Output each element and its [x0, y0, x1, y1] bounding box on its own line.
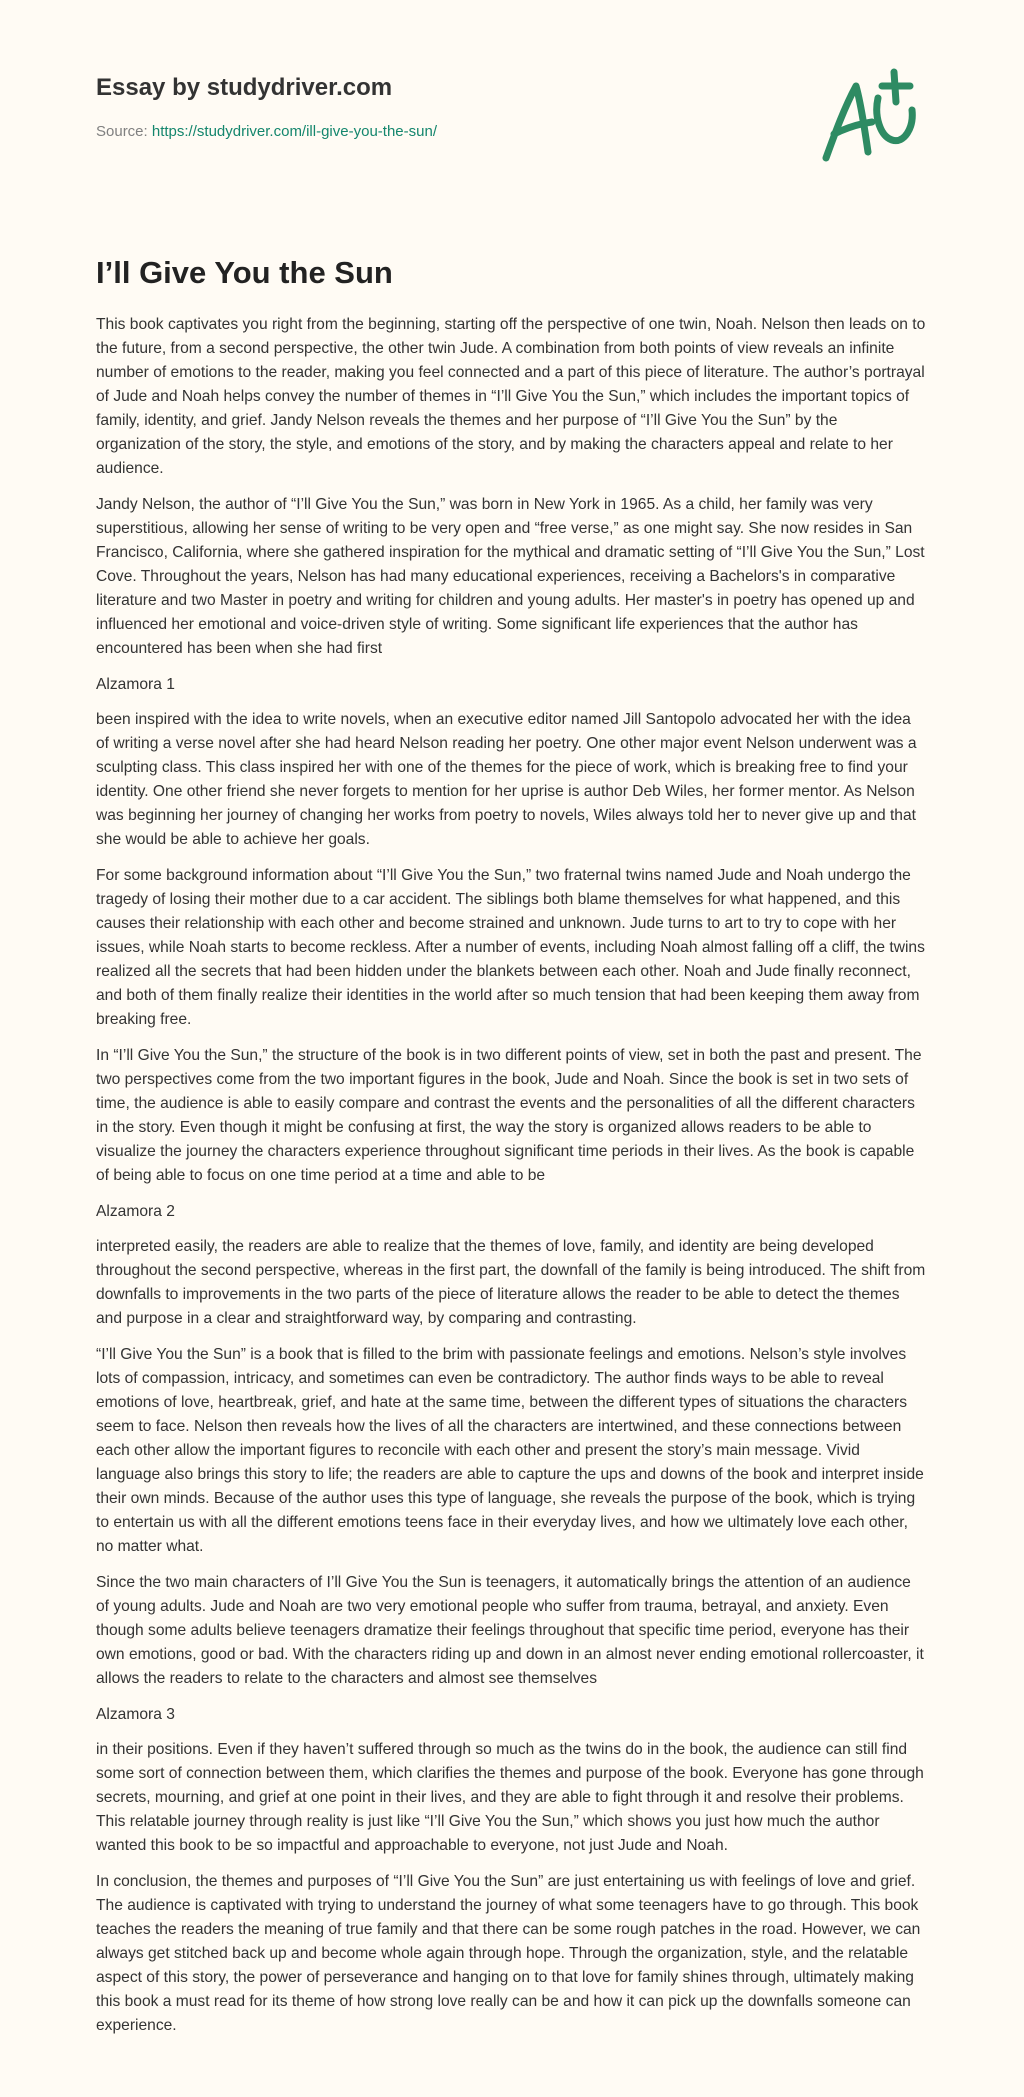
essay-paragraph: been inspired with the idea to write novels, when an executive editor named Jill Santopolo advocated her with the idea of writing a verse novel after she had heard Nelson reading her poetry. One other major event Nelson underwent was a sculpting class. This class inspired her with one of the themes for the piece of work, which is breaking free to find your identity. One other friend she never forgets to mention for her uprise is author Deb Wiles, her former mentor. As Nelson was beginning her journey of changing her works from poetry to novels, Wiles always told her to never give up and that she would be able to achieve her goals. — [96, 711, 917, 849]
essay-body — [96, 313, 926, 2038]
a-plus-logo-icon[interactable] — [820, 66, 920, 166]
essay-paragraph: in their positions. Even if they haven’t suffered through so much as the twins do in the book, the audience can still find some sort of connection between them, which clarifies the themes and purpose of the book. Everyone has gone through secrets, mourning, and grief at one point in their lives, and they are able to fight through it and resolve their problems. This relatable journey through reality is just like “I’ll Give You the Sun,” which shows you just how much the author wanted this book to be so impactful and approachable to everyone, not just Jude and Noah. — [96, 1741, 924, 1855]
page-number-label: Alzamora 3 — [96, 1706, 175, 1724]
essay-paragraph: In “I’ll Give You the Sun,” the structure of the book is in two different points of view, set in both the past and present. The two perspectives come from the two important figures in the book, Jude and Noah. Since the book is set in two sets of time, the audience is able to easily compare and contrast the events and the personalities of all the different characters in the story. Even though it might be confusing at first, the way the story is organized allows readers to be able to visualize the journey the characters experience throughout significant time periods in their lives. As the book is capable of being able to focus on one time period at a time and able to be — [96, 1047, 922, 1185]
brand-title: Essay by studydriver.com — [96, 74, 393, 101]
essay-paragraph: Since the two main characters of I’ll Give You the Sun is teenagers, it automatically brings the attention of an audience of young adults. Jude and Noah are two very emotional people who suffer from trauma, betrayal, and anxiety. Even though some adults believe teenagers dramatize their feelings throughout that specific time period, everyone has their own emotions, good or bad. With the characters riding up and down in an almost never ending emotional rollercoaster, it allows the readers to relate to the characters and almost see themselves — [96, 1574, 924, 1688]
essay-page — [96, 0, 926, 2050]
essay-paragraph: “I’ll Give You the Sun” is a book that is filled to the brim with passionate feelings and emotions. Nelson’s style involves lots of compassion, intricacy, and sometimes can even be contradictory. The author finds ways to be able to reveal emotions of love, heartbreak, grief, and hate at the same time, between the different types of situations the characters seem to face. Nelson then reveals how the lives of all the characters are intertwined, and these connections between each other allow the important figures to reconcile with each other and present the story’s main message. Vivid language also brings this story to life; the readers are able to capture the ups and downs of the book and interpret inside their own minds. Because of the author uses this type of language, she reveals the purpose of the book, which is trying to entertain us with all the different emotions teens face in their everyday lives, and how we ultimately love each other, no matter what. — [96, 1346, 924, 1556]
essay-paragraph: In conclusion, the themes and purposes of “I’ll Give You the Sun” are just entertaining us with feelings of love and grief. The audience is captivated with trying to understand the journey of what some teenagers have to go through. This book teaches the readers the meaning of true family and that there can be some rough patches in the road. However, we can always get stitched back up and become whole again through hope. Through the organization, style, and the relatable aspect of this story, the power of perseverance and hanging on to that love for family shines through, ultimately making this book a must read for its theme of how strong love really can be and how it can pick up the downfalls someone can experience. — [96, 1873, 921, 2035]
source-link[interactable]: https://studydriver.com/ill-give-you-the-sun/ — [151, 123, 437, 140]
essay-paragraph: interpreted easily, the readers are able to realize that the themes of love, family, and identity are being developed throughout the second perspective, whereas in the first part, the downfall of the family is being introduced. The shift from downfalls to improvements in the two parts of the piece of literature allows the reader to be able to detect the themes and purpose in a clear and straightforward way, by comparing and contrasting. — [96, 1238, 926, 1328]
page-title: I’ll Give You the Sun — [96, 255, 393, 290]
essay-paragraph: Jandy Nelson, the author of “I’ll Give You the Sun,” was born in New York in 1965. As a child, her family was very superstitious, allowing her sense of writing to be very open and “free verse,” as one might say. She now resides in San Francisco, California, where she gathered inspiration for the mythical and dramatic setting of “I’ll Give You the Sun,” Lost Cove. Throughout the years, Nelson has had many educational experiences, receiving a Bachelors's in comparative literature and two Master in poetry and writing for children and young adults. Her master's in poetry has opened up and influenced her emotional and voice-driven style of writing. Some significant life experiences that the author has encountered has been when she had first — [96, 496, 925, 658]
page-number-label: Alzamora 2 — [96, 1203, 175, 1221]
source-line — [96, 123, 437, 140]
essay-paragraph: This book captivates you right from the beginning, starting off the perspective of one twin, Noah. Nelson then leads on to the future, from a second perspective, the other twin Jude. A combination from both points of view reveals an infinite number of emotions to the reader, making you feel connected and a part of this piece of literature. The author’s portrayal of Jude and Noah helps convey the number of themes in “I’ll Give You the Sun,” which includes the important topics of family, identity, and grief. Jandy Nelson reveals the themes and her purpose of “I’ll Give You the Sun” by the organization of the story, the style, and emotions of the story, and by making the characters appeal and relate to her audience. — [96, 316, 926, 478]
page-header — [96, 0, 926, 200]
source-label: Source: — [96, 123, 148, 140]
essay-paragraph: For some background information about “I’ll Give You the Sun,” two fraternal twins named Jude and Noah undergo the tragedy of losing their mother due to a car accident. The siblings both blame themselves for what happened, and this causes their relationship with each other and become strained and unknown. Jude turns to art to try to cope with her issues, while Noah starts to become reckless. After a number of events, including Noah almost falling off a cliff, the twins realized all the secrets that had been hidden under the blankets between each other. Noah and Jude finally reconnect, and both of them finally realize their identities in the world after so much tension that had been keeping them away from breaking free. — [96, 867, 925, 1029]
page-number-label: Alzamora 1 — [96, 676, 175, 694]
